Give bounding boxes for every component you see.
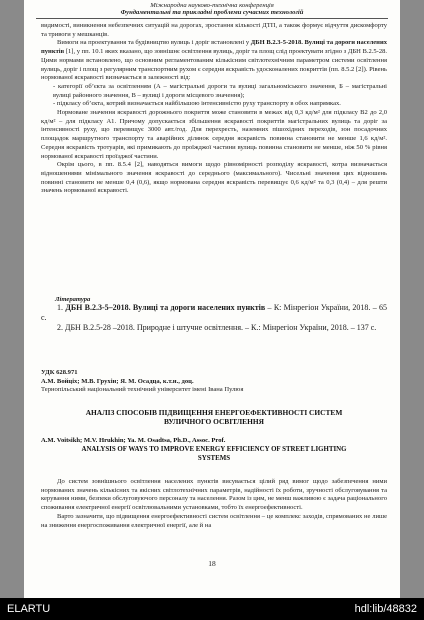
repository-name: ELARTU <box>7 603 51 615</box>
handle-id: hdl:lib/48832 <box>354 603 417 615</box>
article-title-ua: АНАЛІЗ СПОСОБІВ ПІДВИЩЕННЯ ЕНЕРГОЕФЕКТИВНОСТІ СИСТЕМ ВУЛИЧНОГО ОСВІТЛЕННЯ <box>85 408 343 426</box>
paragraph-2-rest: [1], у пп. 10.1 яких вказано, що зовнішнє освітлення вулиць, доріг та площ слід проектувати згідно з ДБН В.2.5-28. Цими нормами встановлено, що основним регламентованим кількісним світлотехнічним параметром системи освітлення вулиць, доріг і площ з регулярним транспортним рухом є середня яскравість удосконалених покриттів (пп. 8.5.2 [2]). Рівень нормованої яскравості визначається в залежності від: <box>41 48 387 82</box>
article-body <box>41 478 387 530</box>
page-number: 18 <box>208 559 216 568</box>
authors-ua: А.М. Войціх; М.В. Грухін; Я. М. Осадца, к.т.н., доц. <box>41 377 194 385</box>
affiliation: Тернопільський національний технічний університет імені Івана Пулюя <box>41 386 244 394</box>
bullet-category: - категорії об’єкта за освітленням (А – магістральні дороги та вулиці загальноміського значення, Б – магістральні вулиці районного значення, В – вулиці і дороги місцевого значення); <box>53 82 387 99</box>
article-paragraph-2: Варто зазначити, що підвищення енергоефективності систем освітлення – це комплекс заходів, спрямованих не лише на зниження енергоспоживання електричної енергії, але й на <box>41 512 387 529</box>
document-page <box>24 0 400 598</box>
header-divider <box>36 18 388 19</box>
conference-title: Фундаментальні та прикладні проблеми сучасних технологій <box>120 9 304 16</box>
literature-section <box>41 296 387 333</box>
paragraph-3: Нормоване значення яскравості дорожнього покриття може становити в межах від 0,3 кд/м² для підкласу В2 до 2,0 кд/м² – для підкласу А1. Причому допускається збільшення яскравості покриттів магістральних вулиць та доріг за інтенсивності руху, що перевищує 3000 авт./год. Для перехресть, наземних пішохідних переходів, зон посадочних площадок маршрутного транспорту та аварійних ділянок середня яскравість повинна становити не менше 1,6 кд/м². Середня яскравість тротуарів, які примикають до проїжджої частини вулиць повинна становити не менше, ніж 50 % рівня нормованої яскравості проїзджої частини. <box>41 109 387 160</box>
conference-name: Міжнародна науково-технічна конференція <box>150 2 274 9</box>
paragraph-2 <box>41 39 387 83</box>
article-title-en: ANALYSIS OF WAYS TO IMPROVE ENERGY EFFICIENCY OF STREET LIGHTING SYSTEMS <box>81 446 347 462</box>
article-paragraph-1: До систем зовнішнього освітлення населених пунктів висувається цілий ряд вимог щодо забезпечення ними нормованих значень кількісних та якісних світлотехнічних параметрів, надійності їх роботи, зручності обслуговування та керування ними, безпеки обслуговуючого персоналу та населення. Разом із цим, не менш важливою є задача раціонального споживання електричної енергії освітлювальними установками, тобто їх енергоефективності. <box>41 478 387 512</box>
literature-title: Література <box>55 296 91 303</box>
paragraph-4: Окрім цього, в пп. 8.5.4 [2], наводяться вимоги щодо рівномірності розподілу яскравості, котра визначається відношеннями мінімального значення яскравості до середнього (максимального). Чисельні значення цих відношень повинні становити не менше 0,4 (0,6), якщо нормована середня яскравість перевищує 0,6 кд/м² та 0,3 (0,4) – для решти значень нормованої яскравості. <box>41 161 387 195</box>
bullet-subclass: - підкласу об’єкта, котрий визначається найбільшою інтенсивністю руху транспорту в обох напрямках. <box>53 100 341 108</box>
article-meta <box>41 369 387 395</box>
paragraph-2-start: Вимоги на проектування та будівництво вулиць і доріг встановлені у <box>57 39 251 47</box>
literature-item-2: 2. ДБН В.2.5-28 –2018. Природне і штучне освітлення. – К.: Мінрегіон України, 2018. – 137 с. <box>57 323 377 332</box>
literature-item-1-title: ДБН В.2.3-5–2018. Вулиці та дороги населених пунктів <box>65 303 266 312</box>
paragraph-1: видимості, виникнення небезпечних ситуацій на дорогах, зростання кількості ДТП, а також формує відчуття дискомфорту та тривоги у мешканців. <box>41 22 387 38</box>
repository-footer <box>0 598 424 620</box>
udk-code: УДК 628.971 <box>41 369 78 376</box>
literature-item-1: 1. ДБН В.2.3-5–2018. Вулиці та дороги населених пунктів – К: Мінрегіон України, 2018. – 65 с. <box>41 303 388 322</box>
standard-reference: ДБН В.2.3-5-2018. Вулиці та дороги населених пунктів <box>41 39 388 56</box>
authors-en: A.M. Voitsikh; M.V. Hrukhin; Ya. M. Osadtsa, Ph.D., Assoc. Prof. <box>41 437 226 444</box>
body-text <box>41 22 387 196</box>
